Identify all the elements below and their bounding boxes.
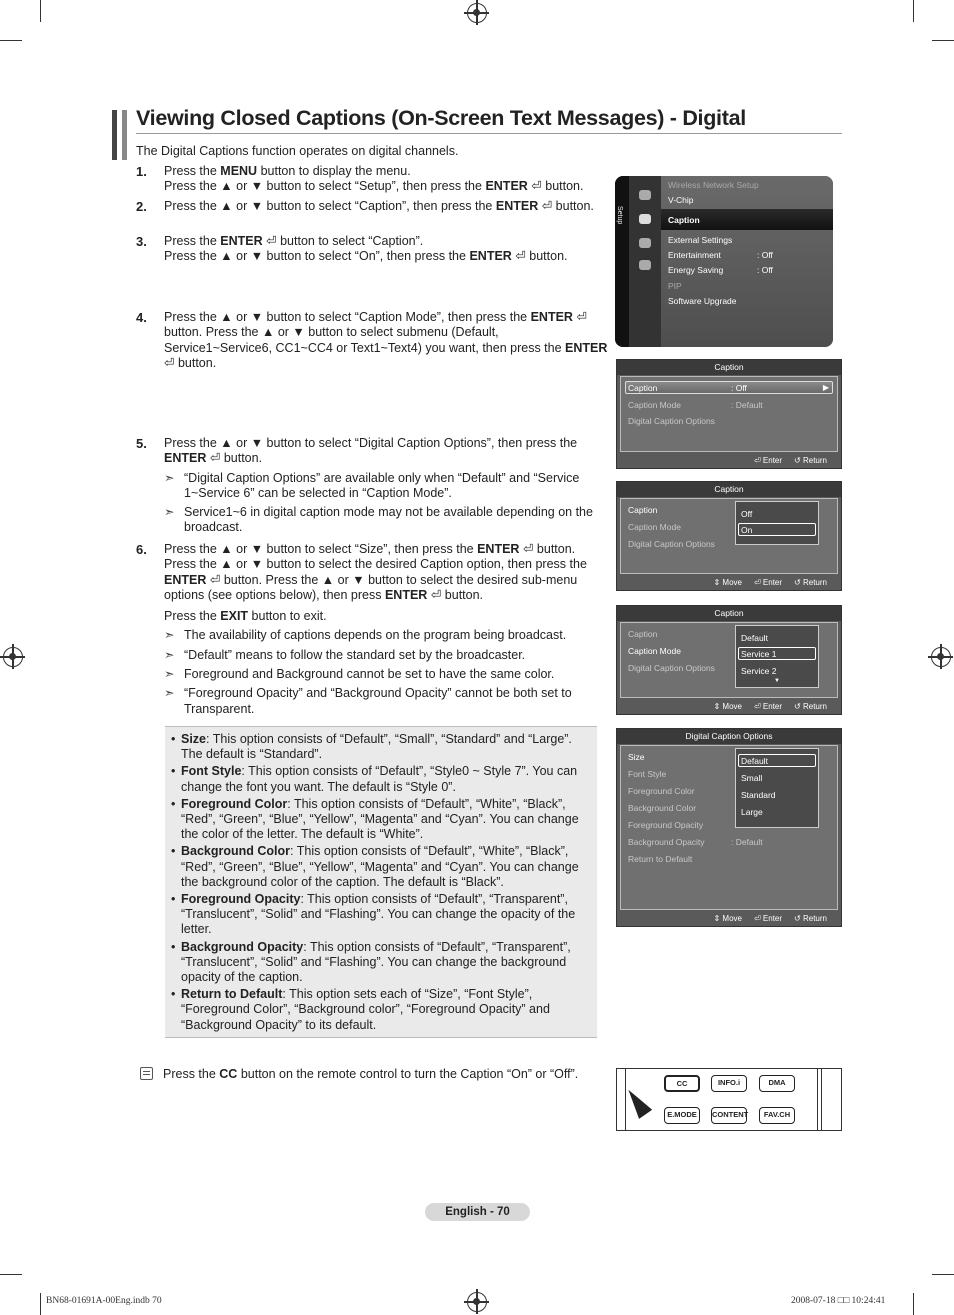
crop-mark: [40, 1293, 41, 1315]
screen-header: Caption: [617, 360, 841, 375]
step-text: Press the EXIT button to exit.: [164, 609, 327, 624]
screen-row[interactable]: Size: [628, 752, 645, 762]
step-number: 2.: [136, 199, 147, 214]
caption-mode-dropdown: [735, 625, 819, 688]
screen-row[interactable]: Caption Mode: [628, 400, 681, 410]
setup-menu-screen: [615, 176, 833, 347]
dropdown-option[interactable]: Small: [741, 773, 763, 783]
screen-row[interactable]: Caption: [628, 383, 658, 393]
favch-button[interactable]: FAV.CH: [759, 1107, 795, 1124]
registration-mark-icon: [467, 3, 487, 23]
enter-icon: ⏎: [576, 310, 587, 324]
right-arrow-icon: ▶: [822, 383, 829, 392]
enter-icon: ⏎: [753, 914, 761, 923]
registration-mark-icon: [467, 1292, 487, 1312]
dropdown-option[interactable]: Off: [741, 509, 753, 519]
setup-gear-icon: [639, 214, 651, 224]
screen-row[interactable]: Digital Caption Options: [628, 539, 715, 549]
pointer-hand-icon: [622, 1085, 652, 1119]
memo-icon: [140, 1067, 153, 1080]
enter-icon: ⏎: [753, 578, 761, 587]
remote-edge: [817, 1069, 818, 1130]
return-icon: ↺: [794, 914, 801, 923]
option-item: • Background Color: This option consists of “Default”, “White”, “Black”, “Red”, “Green”, “Blue”, “Yellow”, “Magenta” and “Cyan”. You can change the background color of the caption. The default is “Black”.: [171, 844, 589, 890]
menu-item-caption[interactable]: Caption: [668, 215, 700, 225]
menu-item[interactable]: Software Upgrade: [668, 296, 737, 306]
enter-icon: ⏎: [753, 702, 761, 711]
step-1: [136, 164, 608, 195]
note-arrow-icon: ➣: [164, 667, 175, 682]
remote-control-illustration: [616, 1068, 842, 1131]
page-number: English - 70: [425, 1203, 530, 1221]
menu-side-strip: Setup: [615, 176, 629, 347]
enter-icon: ⏎: [753, 456, 761, 465]
application-icon: [639, 260, 651, 270]
screen-body: [620, 622, 838, 698]
menu-item[interactable]: Energy Saving: [668, 265, 724, 275]
enter-icon: ⏎: [209, 572, 221, 587]
menu-item[interactable]: PIP: [668, 281, 682, 291]
step-text: Press the ▲ or ▼ button to select “Digital Caption Options”, then press the ENTER ⏎ button.: [164, 436, 578, 466]
step-number: 5.: [136, 436, 147, 451]
caption-dropdown: [735, 501, 819, 545]
screen-row[interactable]: Background Opacity: [628, 837, 705, 847]
note: ➣ The availability of captions depends on the program being broadcast.: [164, 628, 567, 643]
step-text: Press the ▲ or ▼ button to select “Size”, then press the ENTER ⏎ button. Press the ▲ or ▼ button to select the desired Caption option, then press the ENTER ⏎ button. Press the ▲ or ▼ button to select the desired sub-menu options (see options below), then press ENTER ⏎ button.: [164, 542, 587, 602]
enter-icon: ⏎: [522, 542, 534, 556]
enter-icon: ⏎: [430, 587, 442, 602]
return-icon: ↺: [794, 456, 801, 465]
screen-header: Digital Caption Options: [617, 729, 841, 744]
caption-screen-2: [616, 481, 842, 591]
screen-header: Caption: [617, 606, 841, 621]
step-3: [136, 234, 608, 265]
cc-button[interactable]: CC: [664, 1075, 700, 1092]
move-icon: ⇕: [713, 914, 721, 923]
dropdown-option[interactable]: Large: [741, 807, 763, 817]
enter-icon: ⏎: [541, 199, 553, 213]
crop-mark: [0, 1274, 22, 1275]
screen-footer: ⇕ Move ⏎ Enter ↺ Return: [713, 914, 827, 923]
note-arrow-icon: ➣: [164, 470, 175, 485]
scroll-down-icon[interactable]: ▼: [774, 678, 780, 684]
crop-mark: [40, 0, 41, 22]
menu-item[interactable]: Wireless Network Setup: [668, 180, 759, 190]
file-slug: BN68-01691A-00Eng.indb 70: [46, 1296, 162, 1306]
option-item: • Size: This option consists of “Default”, “Small”, “Standard” and “Large”. The default is “Standard”.: [171, 732, 589, 762]
screen-row[interactable]: Return to Default: [628, 854, 693, 864]
step-2: [136, 199, 608, 214]
menu-value: : Off: [757, 265, 773, 275]
caption-screen-1: [616, 359, 842, 469]
info-button[interactable]: INFO.i: [711, 1075, 747, 1092]
move-icon: ⇕: [713, 702, 721, 711]
picture-icon: [639, 190, 651, 200]
menu-item[interactable]: External Settings: [668, 235, 733, 245]
step-text: Press the ▲ or ▼ button to select “On”, then press the ENTER ⏎ button.: [164, 249, 568, 264]
step-number: 3.: [136, 234, 147, 249]
screen-footer: ⏎ Enter ↺ Return: [753, 456, 827, 465]
screen-body: [620, 376, 838, 452]
option-item: • Background Opacity: This option consists of “Default”, “Transparent”, “Translucent”, “Solid” and “Flashing”. You can change the background opacity of the caption.: [171, 940, 589, 986]
return-icon: ↺: [794, 702, 801, 711]
enter-icon: ⏎: [266, 234, 277, 248]
screen-row[interactable]: Caption: [628, 629, 658, 639]
note: ➣ “Default” means to follow the standard set by the broadcaster.: [164, 647, 526, 662]
menu-item[interactable]: Entertainment: [668, 250, 721, 260]
dropdown-option[interactable]: On: [741, 525, 753, 535]
screen-footer: ⇕ Move ⏎ Enter ↺ Return: [713, 578, 827, 587]
page-title: Viewing Closed Captions (On-Screen Text Messages) - Digital: [136, 106, 746, 130]
screen-row[interactable]: Caption Mode: [628, 522, 681, 532]
screen-row[interactable]: Digital Caption Options: [628, 416, 715, 426]
screen-row[interactable]: Foreground Opacity: [628, 820, 704, 830]
note: ➣ “Foreground Opacity” and “Background Opacity” cannot be both set to Transparent.: [164, 686, 572, 716]
crop-mark: [913, 0, 914, 22]
screen-body: [620, 498, 838, 574]
menu-item[interactable]: V-Chip: [668, 195, 694, 205]
option-item: • Foreground Color: This option consists of “Default”, “White”, “Black”, “Red”, “Green”, “Blue”, “Yellow”, “Magenta” and “Cyan”. You can change the color of the letter. The default is “White”.: [171, 797, 589, 843]
screen-value: : Off: [731, 383, 747, 393]
dropdown-option[interactable]: Service 1: [741, 649, 777, 659]
caption-options-box: [165, 726, 597, 1038]
move-icon: ⇕: [713, 578, 721, 587]
note: ➣ “Digital Caption Options” are available only when “Default” and “Service 1~Service 6” can be selected in “Caption Mode”.: [164, 470, 580, 500]
dropdown-option[interactable]: Service 2: [741, 666, 777, 676]
crop-mark: [932, 40, 954, 41]
crop-mark: [913, 1293, 914, 1315]
crop-mark: [0, 40, 22, 41]
screen-footer: ⇕ Move ⏎ Enter ↺ Return: [713, 702, 827, 711]
dma-button[interactable]: DMA: [759, 1075, 795, 1092]
screen-row[interactable]: Foreground Color: [628, 786, 695, 796]
screen-row[interactable]: Caption: [628, 505, 658, 515]
crop-mark: [932, 1274, 954, 1275]
digital-caption-options-screen: [616, 728, 842, 927]
note-arrow-icon: ➣: [164, 686, 175, 701]
enter-icon: ⏎: [209, 451, 221, 466]
menu-icon-column: [629, 176, 661, 347]
dropdown-option[interactable]: Standard: [741, 790, 776, 800]
intro-text: The Digital Captions function operates on digital channels.: [136, 144, 459, 158]
enter-icon: ⏎: [515, 249, 526, 264]
screen-row[interactable]: Font Style: [628, 769, 667, 779]
step-text: Press the ▲ or ▼ button to select “Setup”, then press the ENTER ⏎ button.: [164, 179, 584, 194]
screen-row[interactable]: Caption Mode: [628, 646, 681, 656]
enter-icon: ⏎: [164, 355, 175, 370]
input-icon: [639, 238, 651, 248]
screen-body: [620, 745, 838, 910]
option-item: • Return to Default: This option sets each of “Size”, “Font Style”, “Foreground Color”, “Background color”, “Foreground Opacity” and “Background Opacity” to its default.: [171, 987, 589, 1033]
note: ➣ Service1~6 in digital caption mode may not be available depending on the broadcast.: [164, 505, 593, 535]
return-icon: ↺: [794, 578, 801, 587]
title-accent-bar: [112, 110, 127, 160]
menu-value: : Off: [757, 250, 773, 260]
option-item: • Foreground Opacity: This option consists of “Default”, “Transparent”, “Translucent”, “Solid” and “Flashing”. You can change the opacity of the letter.: [171, 892, 589, 938]
size-dropdown: [735, 748, 819, 828]
screen-value: : Default: [731, 400, 763, 410]
screen-value: : Default: [731, 837, 763, 847]
note: ➣ Foreground and Background cannot be set to have the same color.: [164, 667, 555, 682]
emode-button[interactable]: E.MODE: [664, 1107, 700, 1124]
remote-edge: [821, 1069, 822, 1130]
step-4: [136, 310, 608, 371]
screen-row[interactable]: Background Color: [628, 803, 697, 813]
step-number: 4.: [136, 310, 147, 325]
step-text: Press the MENU button to display the menu.: [164, 164, 411, 178]
step-5: [136, 436, 608, 536]
enter-icon: ⏎: [531, 179, 542, 194]
step-6: [136, 542, 608, 717]
note-arrow-icon: ➣: [164, 647, 175, 662]
caption-screen-3: [616, 605, 842, 715]
print-timestamp: 2008-07-18 □□ 10:24:41: [791, 1296, 886, 1306]
registration-mark-icon: [931, 647, 951, 667]
step-text: Press the ▲ or ▼ button to select “Caption Mode”, then press the ENTER ⏎ button. Press the ▲ or ▼ button to select submenu (Default, Service1~Service6, CC1~CC4 or Text1~Text4) you want, then press the ENTER ⏎ button.: [164, 310, 608, 370]
setup-list: [661, 176, 833, 347]
step-number: 1.: [136, 164, 147, 179]
title-divider: [136, 133, 842, 134]
option-item: • Font Style: This option consists of “Default”, “Style0 ~ Style 7”. You can change the font you want. The default is “Style 0”.: [171, 764, 589, 794]
cc-note: Press the CC button on the remote control to turn the Caption “On” or “Off”.: [140, 1067, 578, 1082]
step-number: 6.: [136, 542, 147, 557]
registration-mark-icon: [3, 647, 23, 667]
step-text: Press the ▲ or ▼ button to select “Caption”, then press the ENTER ⏎ button.: [164, 199, 594, 213]
step-text: Press the ENTER ⏎ button to select “Caption”.: [164, 234, 424, 248]
screen-row[interactable]: Digital Caption Options: [628, 663, 715, 673]
note-arrow-icon: ➣: [164, 628, 175, 643]
dropdown-option[interactable]: Default: [741, 756, 768, 766]
note-arrow-icon: ➣: [164, 505, 175, 520]
content-button[interactable]: CONTENT: [711, 1107, 747, 1124]
dropdown-option[interactable]: Default: [741, 633, 768, 643]
screen-header: Caption: [617, 482, 841, 497]
